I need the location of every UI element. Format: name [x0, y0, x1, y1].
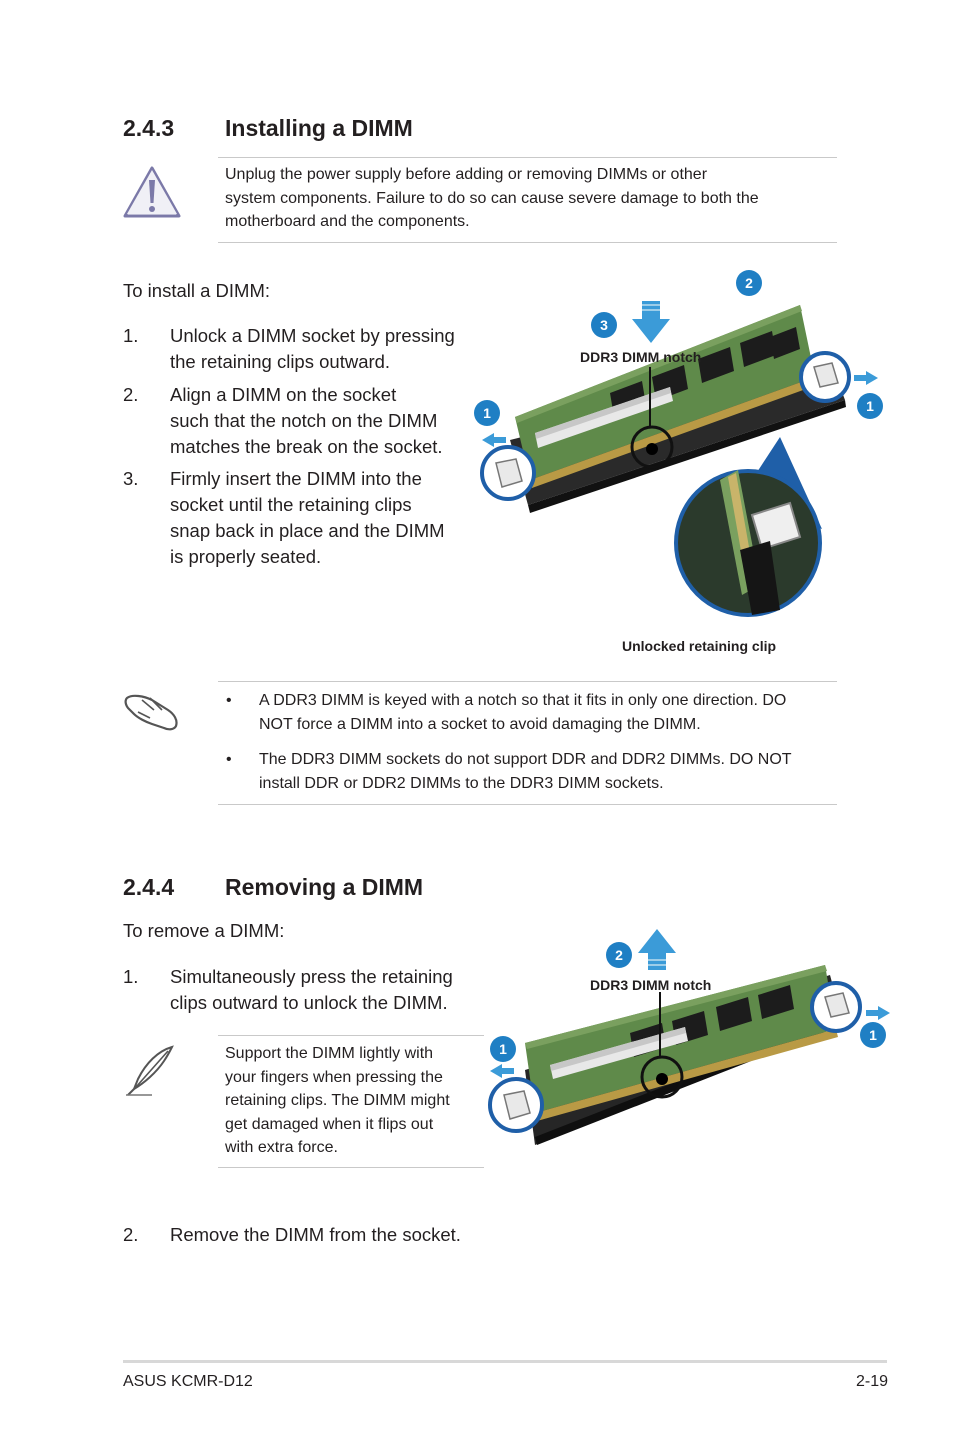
warning-line: motherboard and the components.	[225, 213, 470, 230]
install-step-2	[123, 382, 483, 460]
warning-top-rule	[218, 157, 837, 158]
step-line: Remove the DIMM from the socket.	[170, 1224, 461, 1245]
step-line: clips outward to unlock the DIMM.	[170, 992, 448, 1013]
remove-badge-2: 2	[606, 942, 632, 968]
step-number: 2.	[123, 384, 139, 405]
warning-line: Unplug the power supply before adding or removing DIMMs or other	[225, 166, 708, 183]
step-line: is properly seated.	[170, 546, 322, 567]
note-bottom-rule	[218, 804, 837, 805]
tip-bottom-rule	[218, 1167, 484, 1168]
step-line: Align a DIMM on the socket	[170, 384, 397, 405]
remove-step-2	[123, 1222, 543, 1248]
install-badge-2: 2	[736, 270, 762, 296]
install-step-1	[123, 323, 483, 375]
step-number: 1.	[123, 966, 139, 987]
install-badge-3: 3	[591, 312, 617, 338]
step-number: 3.	[123, 468, 139, 489]
step-line: snap back in place and the DIMM	[170, 520, 445, 541]
step-line: matches the break on the socket.	[170, 436, 443, 457]
section-heading-remove	[123, 874, 623, 904]
quill-pen-icon	[122, 1043, 178, 1099]
unlocked-clip-label: Unlocked retaining clip	[622, 638, 777, 654]
install-notch-label: DDR3 DIMM notch	[580, 349, 702, 365]
remove-intro: To remove a DIMM:	[123, 920, 285, 941]
step-line: Simultaneously press the retaining	[170, 966, 453, 987]
tip-line: with extra force.	[225, 1139, 338, 1156]
step-line: the retaining clips outward.	[170, 351, 391, 372]
section-title: Removing a DIMM	[225, 874, 424, 900]
section-number: 2.4.3	[123, 115, 175, 141]
footer-model: ASUS KCMR-D12	[123, 1373, 253, 1390]
tip-line: Support the DIMM lightly with	[225, 1045, 434, 1062]
warning-bottom-rule	[218, 242, 837, 243]
remove-dimm-figure	[480, 925, 900, 1155]
install-dimm-figure	[470, 265, 890, 635]
warning-icon	[122, 165, 182, 221]
note-bullet: •	[226, 751, 232, 768]
install-badge-1-right: 1	[857, 393, 883, 419]
remove-step-1	[123, 964, 493, 1016]
remove-badge-1-left: 1	[490, 1036, 516, 1062]
tip-line: retaining clips. The DIMM might	[225, 1092, 450, 1109]
note-line: NOT force a DIMM into a socket to avoid damaging the DIMM.	[259, 715, 701, 733]
tip-text	[225, 1042, 483, 1160]
step-number: 1.	[123, 325, 139, 346]
remove-badge-1-right: 1	[860, 1022, 886, 1048]
warning-line: system components. Failure to do so can cause severe damage to both the	[225, 189, 759, 207]
remove-notch-label: DDR3 DIMM notch	[590, 977, 712, 993]
section-title: Installing a DIMM	[225, 115, 413, 141]
tip-line: get damaged when it flips out	[225, 1115, 434, 1133]
note-top-rule	[218, 681, 837, 682]
warning-text	[225, 163, 835, 234]
note-item-2	[226, 748, 846, 796]
note-line: install DDR or DDR2 DIMMs to the DDR3 DIMM sockets.	[259, 774, 664, 792]
note-item-1	[226, 689, 846, 737]
footer-page-number: 2-19	[855, 1373, 888, 1390]
note-line: A DDR3 DIMM is keyed with a notch so that it fits in only one direction. DO	[259, 692, 787, 709]
step-line: such that the notch on the DIMM	[170, 410, 438, 431]
tip-line: your fingers when pressing the	[225, 1068, 443, 1086]
note-line: The DDR3 DIMM sockets do not support DDR and DDR2 DIMMs. DO NOT	[259, 751, 792, 768]
section-number: 2.4.4	[123, 874, 175, 900]
install-step-3	[123, 466, 483, 570]
step-line: Unlock a DIMM socket by pressing	[170, 325, 455, 346]
install-badge-1-left: 1	[474, 400, 500, 426]
step-line: Firmly insert the DIMM into the	[170, 468, 422, 489]
step-line: socket until the retaining clips	[170, 494, 412, 515]
pointing-hand-icon	[124, 688, 182, 732]
install-intro: To install a DIMM:	[123, 280, 271, 301]
note-bullet: •	[226, 692, 232, 709]
section-heading-install	[123, 115, 623, 145]
step-number: 2.	[123, 1224, 139, 1245]
tip-top-rule	[218, 1035, 484, 1036]
footer-rule	[123, 1360, 887, 1363]
